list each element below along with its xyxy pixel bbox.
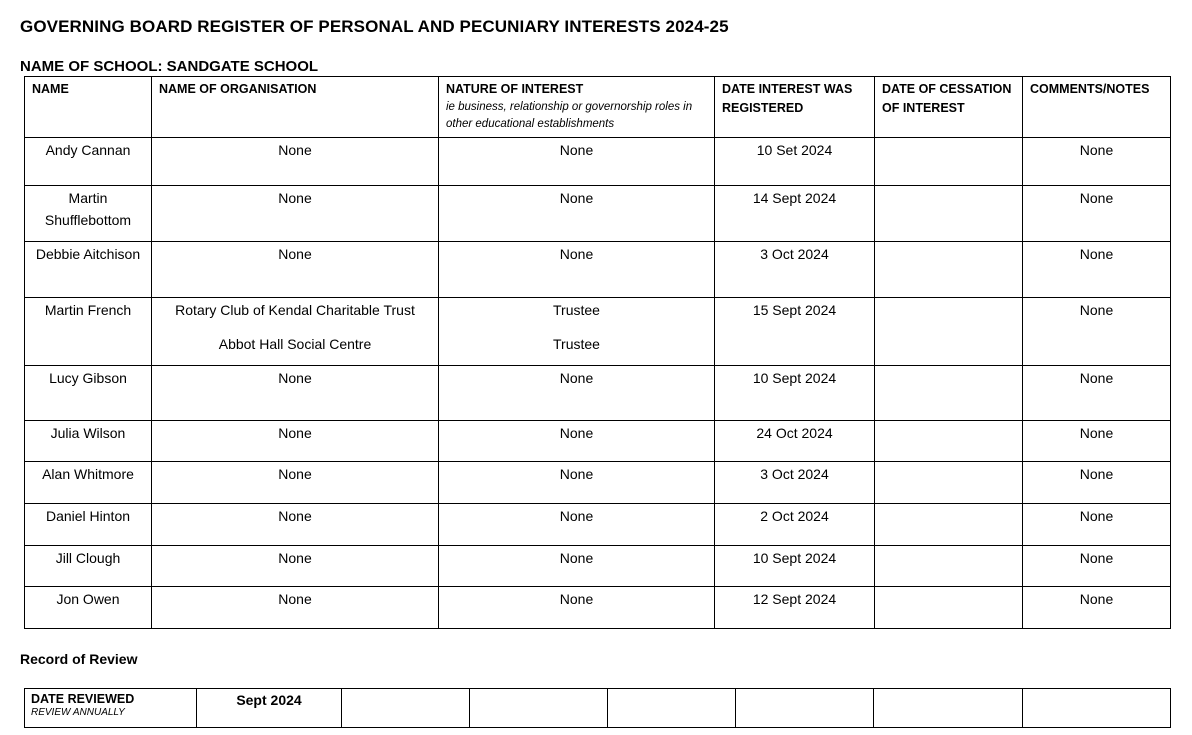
table-row — [25, 138, 1171, 186]
table-row — [25, 298, 1171, 366]
cell-nature — [439, 298, 715, 366]
cell-name: Lucy Gibson — [25, 366, 152, 421]
review-date-cell — [874, 689, 1023, 728]
cell-name: Daniel Hinton — [25, 504, 152, 546]
cell-name: Martin Shufflebottom — [25, 186, 152, 242]
cell-name: Jon Owen — [25, 587, 152, 629]
nature-entry: Trustee — [553, 302, 600, 318]
header-date-registered: DATE INTEREST WAS REGISTERED — [715, 77, 875, 138]
cell-date-cessation — [875, 504, 1023, 546]
interests-table — [24, 76, 1171, 629]
cell-comments: None — [1023, 186, 1171, 242]
table-row — [25, 504, 1171, 546]
table-row — [25, 186, 1171, 242]
review-date-cell — [470, 689, 608, 728]
nature-entry: Trustee — [553, 336, 600, 352]
document-title: GOVERNING BOARD REGISTER OF PERSONAL AND PECUNIARY INTERESTS 2024-25 — [20, 17, 729, 36]
cell-date-registered: 10 Set 2024 — [715, 138, 875, 186]
cell-comments: None — [1023, 242, 1171, 298]
header-date-cessation: DATE OF CESSATION OF INTEREST — [875, 77, 1023, 138]
cell-nature: None — [439, 462, 715, 504]
cell-comments: None — [1023, 546, 1171, 587]
review-heading: Record of Review — [20, 651, 138, 667]
review-date-cell: Sept 2024 — [197, 689, 342, 728]
review-row — [25, 689, 1171, 728]
header-comments: COMMENTS/NOTES — [1023, 77, 1171, 138]
table-row — [25, 242, 1171, 298]
cell-date-cessation — [875, 366, 1023, 421]
cell-organisation: None — [152, 186, 439, 242]
cell-organisation — [152, 298, 439, 366]
cell-date-registered: 14 Sept 2024 — [715, 186, 875, 242]
cell-comments: None — [1023, 366, 1171, 421]
organisation-entry: Abbot Hall Social Centre — [218, 336, 372, 352]
cell-name: Alan Whitmore — [25, 462, 152, 504]
header-organisation: NAME OF ORGANISATION — [152, 77, 439, 138]
cell-date-cessation — [875, 242, 1023, 298]
school-name: NAME OF SCHOOL: SANDGATE SCHOOL — [20, 58, 319, 75]
table-row — [25, 546, 1171, 587]
cell-nature: None — [439, 587, 715, 629]
cell-organisation: None — [152, 504, 439, 546]
cell-date-cessation — [875, 546, 1023, 587]
header-nature-subtitle: ie business, relationship or governorship roles in other educational establishments — [446, 101, 693, 130]
cell-date-cessation — [875, 186, 1023, 242]
organisation-entry: Rotary Club of Kendal Charitable Trust — [175, 302, 415, 318]
review-date-cell — [1023, 689, 1171, 728]
cell-nature: None — [439, 421, 715, 462]
cell-organisation: None — [152, 138, 439, 186]
table-row — [25, 366, 1171, 421]
review-label-cell — [25, 689, 197, 728]
cell-nature: None — [439, 186, 715, 242]
cell-date-cessation — [875, 421, 1023, 462]
cell-organisation: None — [152, 587, 439, 629]
cell-nature: None — [439, 242, 715, 298]
table-row — [25, 421, 1171, 462]
cell-comments: None — [1023, 587, 1171, 629]
cell-date-cessation — [875, 298, 1023, 366]
cell-name: Julia Wilson — [25, 421, 152, 462]
review-date-cell — [736, 689, 874, 728]
cell-date-registered: 10 Sept 2024 — [715, 546, 875, 587]
cell-date-cessation — [875, 462, 1023, 504]
cell-nature: None — [439, 138, 715, 186]
cell-date-registered: 2 Oct 2024 — [715, 504, 875, 546]
cell-organisation: None — [152, 421, 439, 462]
cell-comments: None — [1023, 462, 1171, 504]
cell-nature: None — [439, 366, 715, 421]
cell-date-registered: 24 Oct 2024 — [715, 421, 875, 462]
cell-date-registered: 12 Sept 2024 — [715, 587, 875, 629]
cell-comments: None — [1023, 138, 1171, 186]
cell-nature: None — [439, 504, 715, 546]
cell-date-registered: 3 Oct 2024 — [715, 462, 875, 504]
cell-date-registered: 10 Sept 2024 — [715, 366, 875, 421]
cell-organisation: None — [152, 462, 439, 504]
table-row — [25, 462, 1171, 504]
cell-comments: None — [1023, 504, 1171, 546]
review-date-cell — [608, 689, 736, 728]
table-header-row — [25, 77, 1171, 138]
cell-date-registered: 3 Oct 2024 — [715, 242, 875, 298]
cell-nature: None — [439, 546, 715, 587]
header-name: NAME — [25, 77, 152, 138]
header-nature — [439, 77, 715, 138]
cell-name: Jill Clough — [25, 546, 152, 587]
review-label-subtitle: REVIEW ANNUALLY — [31, 707, 125, 718]
cell-date-cessation — [875, 587, 1023, 629]
cell-comments: None — [1023, 421, 1171, 462]
review-table — [24, 688, 1171, 728]
cell-organisation: None — [152, 546, 439, 587]
cell-name: Andy Cannan — [25, 138, 152, 186]
cell-name: Martin French — [25, 298, 152, 366]
cell-organisation: None — [152, 242, 439, 298]
table-row — [25, 587, 1171, 629]
cell-name: Debbie Aitchison — [25, 242, 152, 298]
header-nature-label: NATURE OF INTEREST — [446, 82, 584, 96]
cell-comments: None — [1023, 298, 1171, 366]
review-date-cell — [342, 689, 470, 728]
cell-date-cessation — [875, 138, 1023, 186]
cell-date-registered: 15 Sept 2024 — [715, 298, 875, 366]
review-label: DATE REVIEWED — [31, 692, 135, 706]
cell-organisation: None — [152, 366, 439, 421]
